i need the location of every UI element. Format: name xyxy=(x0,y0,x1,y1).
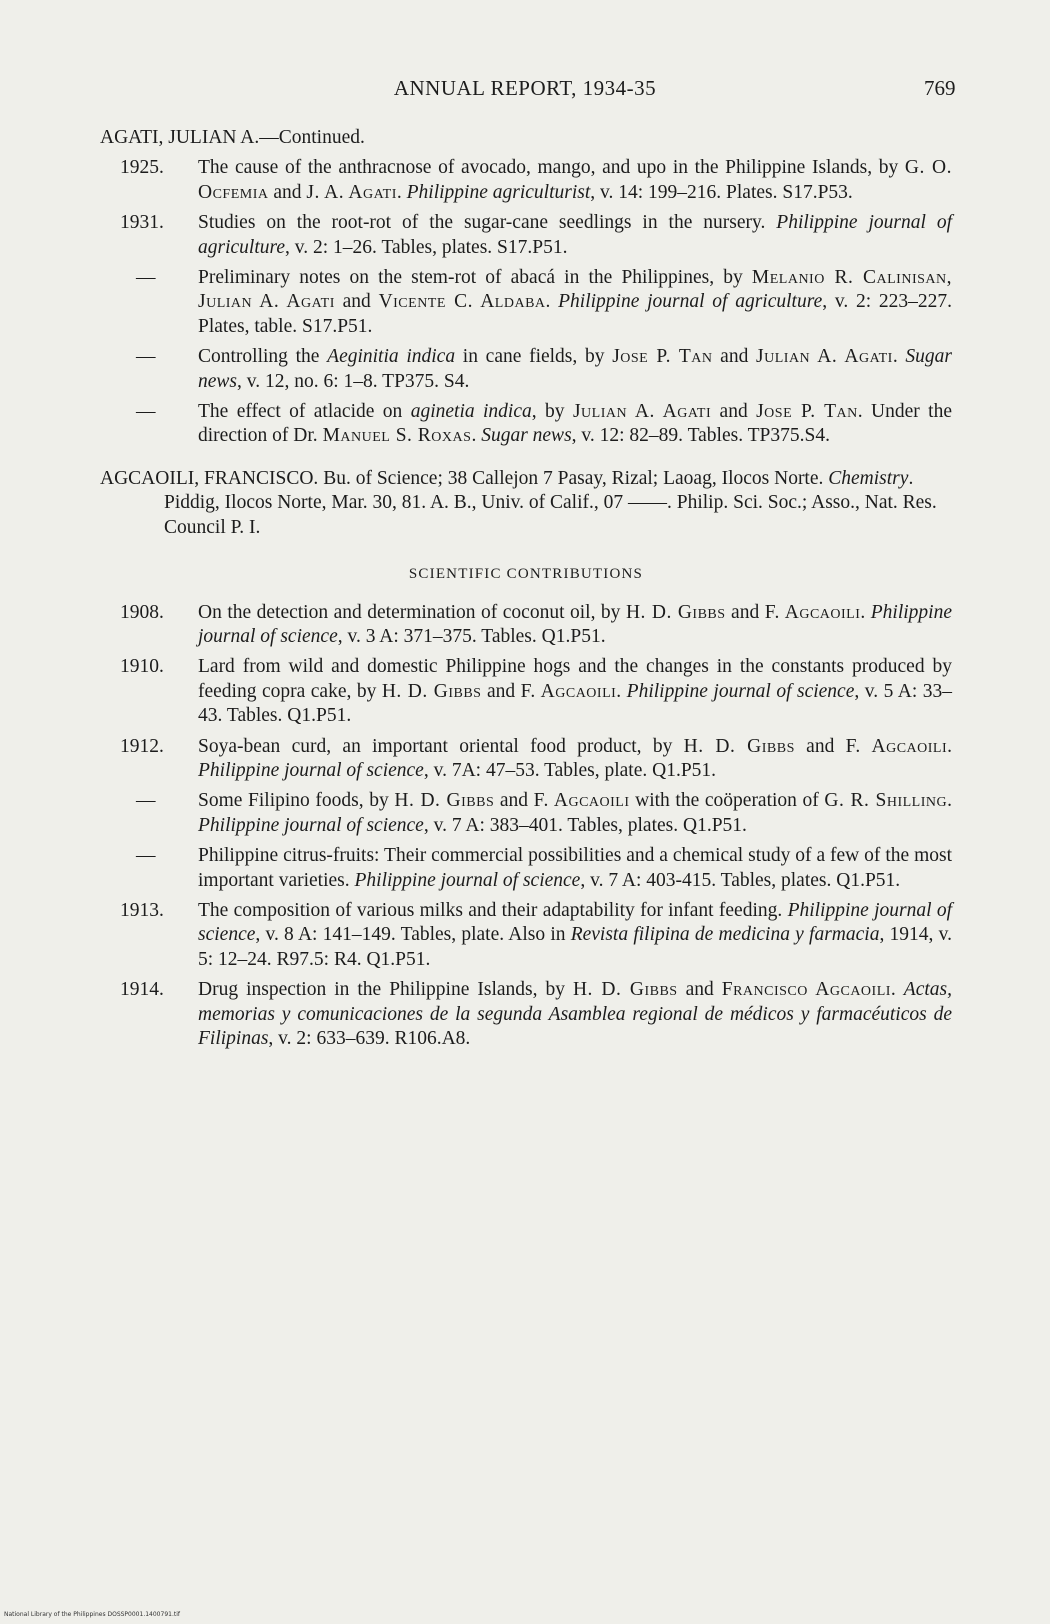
bibliography-entry: 1914. Drug inspection in the Philippine Islands, by H. D. Gibbs and Francisco Agcaoili. Actas, memorias y comunicaciones de la segunda Asamblea regional de médicos y farmacéuticos de Filipinas, v. 2: 633–639. R106.A8. xyxy=(120,979,952,1049)
ditto-dash: — xyxy=(136,401,156,423)
field-of-study: Chemistry xyxy=(828,467,909,489)
bibliography-entry: — The effect of atlacide on aginetia indica, by Julian A. Agati and Jose P. Tan. Under the direction of Dr. Manuel S. Roxas. Sugar news, v. 12: 82–89. Tables. TP375.S4. xyxy=(136,401,953,447)
journal-title: Philippine journal of science xyxy=(198,814,424,836)
scan-footer-note: National Library of the Philippines DOSSP0001.1400791.tif xyxy=(4,1611,180,1618)
text-body xyxy=(100,126,952,1051)
journal-title: Philippine journal of science xyxy=(626,680,855,702)
bibliography-entry: 1925. The cause of the anthracnose of avocado, mango, and upo in the Philippine Islands, by G. O. Ocfemia and J. A. Agati. Philippine agriculturist, v. 14: 199–216. Plates. S17.P53. xyxy=(120,157,952,203)
entry-year: 1910. xyxy=(120,656,164,678)
bibliography-entry: 1913. The composition of various milks and their adaptability for infant feeding. Philippine journal of science, v. 8 A: 141–149. Tables, plate. Also in Revista filipina de medicina y farmacia, 1914, v. 5: 12–24. R97.5: R4. Q1.P51. xyxy=(120,899,953,970)
ditto-dash: — xyxy=(136,267,156,289)
ditto-dash: — xyxy=(136,845,156,867)
journal-title: Philippine journal of science xyxy=(198,601,953,647)
author-name: H. D. Gibbs xyxy=(394,790,495,812)
journal-title: Philippine journal of agriculture xyxy=(558,291,823,313)
journal-title: Philippine journal of science xyxy=(354,869,581,891)
bibliography-entry: — Preliminary notes on the stem-rot of abacá in the Philippines, by Melanio R. Calinisan, Julian A. Agati and Vicente C. Aldaba. Philippine journal of agriculture, v. 2: 223–227. Plates, table. S17.P51. xyxy=(136,267,953,337)
running-head: ANNUAL REPORT, 1934-35 xyxy=(393,76,657,100)
entry-year: 1931. xyxy=(120,212,164,234)
author-name: F. Agcaoili xyxy=(533,790,630,812)
journal-title: Revista filipina de medicina y farmacia xyxy=(570,924,880,946)
bibliography-entry: — Some Filipino foods, by H. D. Gibbs and F. Agcaoili with the coöperation of G. R. Shilling. Philippine journal of science, v. 7 A: 383–401. Tables, plates. Q1.P51. xyxy=(136,790,952,836)
author-name: G. R. Shilling xyxy=(824,790,948,812)
author-name: F. Agcaoili xyxy=(764,601,861,623)
author-name: Julian A. Agati xyxy=(756,346,893,368)
bibliography-entry: 1912. Soya-bean curd, an important oriental food product, by H. D. Gibbs and F. Agcaoili. Philippine journal of science, v. 7A: 47–53. Tables, plate. Q1.P51. xyxy=(120,735,953,781)
author-name: Jose P. Tan xyxy=(612,346,713,368)
entry-year: 1913. xyxy=(120,899,164,921)
author-name: Melanio R. Calinisan, Julian A. Agati xyxy=(198,267,952,313)
bibliography-entry: 1908. On the detection and determination of coconut oil, by H. D. Gibbs and F. Agcaoili. Philippine journal of science, v. 3 A: 371–375. Tables. Q1.P51. xyxy=(120,601,953,647)
author-heading-agcaoili xyxy=(100,467,952,540)
author-name: H. D. Gibbs xyxy=(381,680,482,702)
entry-year: 1908. xyxy=(120,601,164,623)
bibliography-entry: 1931. Studies on the root-rot of the sugar-cane seedlings in the nursery. Philippine journal of agriculture, v. 2: 1–26. Tables, plates. S17.P51. xyxy=(120,212,952,258)
bibliography-entry: 1910. Lard from wild and domestic Philippine hogs and the changes in the constants produced by feeding copra cake, by H. D. Gibbs and F. Agcaoili. Philippine journal of science, v. 5 A: 33–43. Tables. Q1.P51. xyxy=(120,656,952,727)
author-name: H. D. Gibbs xyxy=(572,979,678,1001)
bibliography-entry: — Controlling the Aeginitia indica in cane fields, by Jose P. Tan and Julian A. Agati. Sugar news, v. 12, no. 6: 1–8. TP375. S4. xyxy=(136,346,953,392)
journal-title: Sugar news xyxy=(481,425,572,447)
author-bio: . Piddig, Ilocos Norte, Mar. 30, 81. A. B., Univ. of Calif., 07 ——. Philip. Sci. Soc.; Asso., Nat. Res. Council P. I. xyxy=(164,467,937,538)
bibliography-entry: — Philippine citrus-fruits: Their commercial possibilities and a chemical study of a few of the most important varieties. Philippine journal of science, v. 7 A: 403-415. Tables, plates. Q1.P51. xyxy=(136,845,952,891)
author-name: H. D. Gibbs xyxy=(683,735,795,757)
journal-title: Sugar news xyxy=(198,346,953,392)
author-bio: Bu. of Science; 38 Callejon 7 Pasay, Rizal; Laoag, Ilocos Norte. xyxy=(318,467,829,489)
entry-year: 1914. xyxy=(120,979,164,1001)
entry-year: 1912. xyxy=(120,735,164,757)
author-name: Francisco Agcaoili xyxy=(721,979,891,1001)
journal-title: Philippine journal of agriculture xyxy=(198,212,952,258)
author-name: Vicente C. Aldaba xyxy=(378,291,546,313)
ditto-dash: — xyxy=(136,346,156,368)
author-name: Jose P. Tan xyxy=(756,401,858,423)
author-name: Julian A. Agati xyxy=(572,401,712,423)
entry-year: 1925. xyxy=(120,157,164,179)
species-name: Aeginitia indica xyxy=(327,346,456,368)
spacer xyxy=(100,449,952,467)
page-number: 769 xyxy=(924,76,956,100)
author-name: H. D. Gibbs xyxy=(625,601,726,623)
author-name-heading: AGCAOILI, FRANCISCO. xyxy=(100,467,319,489)
species-name: aginetia indica xyxy=(410,401,532,423)
section-title: SCIENTIFIC CONTRIBUTIONS xyxy=(408,566,644,583)
ditto-dash: — xyxy=(136,790,156,812)
journal-title: Philippine journal of science xyxy=(198,899,952,946)
journal-title: Philippine journal of science xyxy=(198,759,424,781)
author-name: F. Agcaoili xyxy=(845,735,948,757)
journal-title: Actas, memorias y comunicaciones de la segunda Asamblea regional de médicos y farmacéuticos de Filipinas xyxy=(198,979,952,1049)
author-name: J. A. Agati xyxy=(306,181,397,203)
author-name: Manuel S. Roxas xyxy=(322,425,472,447)
author-name: F. Agcaoili xyxy=(520,680,617,702)
author-name: G. O. Ocfemia xyxy=(198,157,952,203)
author-heading-agati: AGATI, JULIAN A.—Continued. xyxy=(100,127,365,148)
journal-title: Philippine agriculturist xyxy=(406,181,591,203)
